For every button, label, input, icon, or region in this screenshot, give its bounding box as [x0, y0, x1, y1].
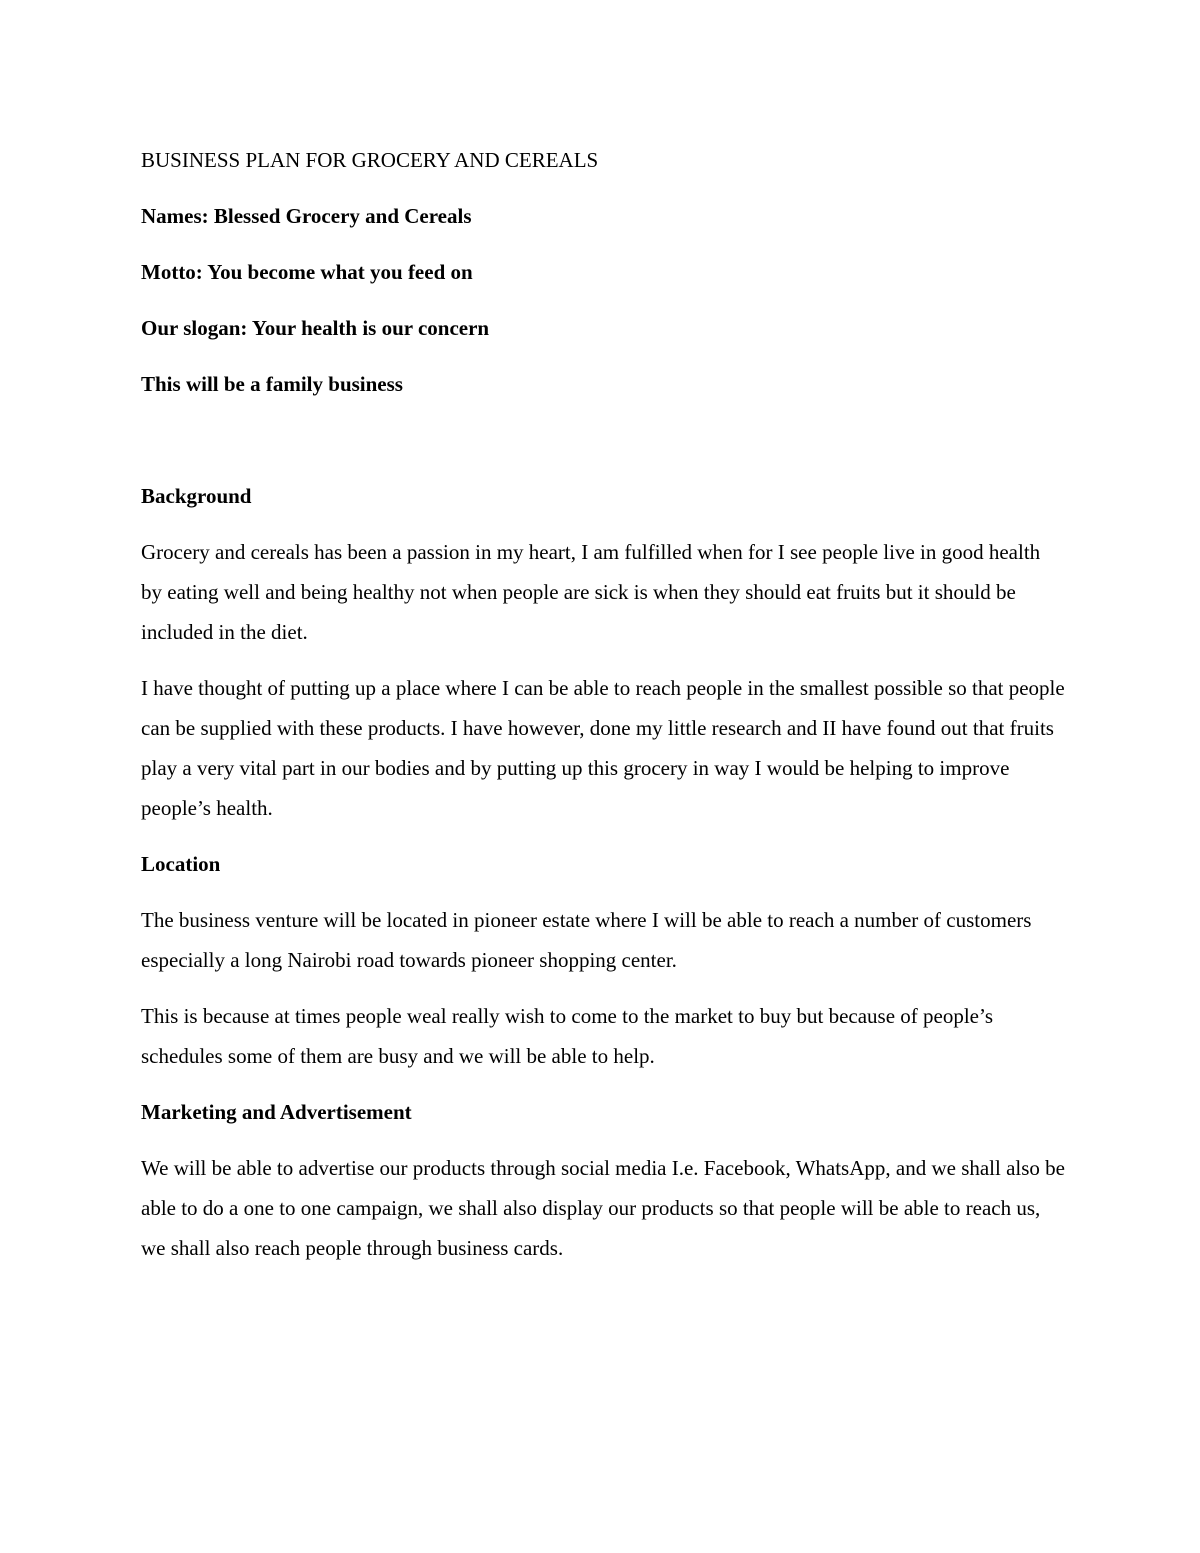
- business-name-line: Names: Blessed Grocery and Cereals: [141, 204, 472, 228]
- section-heading-location: Location: [141, 852, 221, 876]
- location-paragraph-1: The business venture will be located in pioneer estate where I will be able to reach a number of customers especially a long Nairobi road towards pioneer shopping center.: [141, 908, 1032, 972]
- document-title: BUSINESS PLAN FOR GROCERY AND CEREALS: [141, 148, 599, 172]
- marketing-paragraph-1: We will be able to advertise our products through social media I.e. Facebook, WhatsApp, and we shall also be able to do a one to one campaign, we shall also display our products so that people will be able to reach us, we shall also reach people through business cards.: [141, 1156, 1065, 1260]
- document-body: [141, 140, 1066, 1284]
- motto-line: Motto: You become what you feed on: [141, 260, 473, 284]
- slogan-line: Our slogan: Your health is our concern: [141, 316, 490, 340]
- business-type-line: This will be a family business: [141, 372, 403, 396]
- background-paragraph-2: I have thought of putting up a place where I can be able to reach people in the smallest possible so that people can be supplied with these products. I have however, done my little research and II have found out that fruits play a very vital part in our bodies and by putting up this grocery in way I would be helping to improve people’s health.: [141, 676, 1065, 820]
- section-heading-marketing: Marketing and Advertisement: [141, 1100, 412, 1124]
- location-paragraph-2: This is because at times people weal really wish to come to the market to buy but because of people’s schedules some of them are busy and we will be able to help.: [141, 1004, 993, 1068]
- background-paragraph-1: Grocery and cereals has been a passion in my heart, I am fulfilled when for I see people live in good health by eating well and being healthy not when people are sick is when they should eat fruits but it should be included in the diet.: [141, 540, 1041, 644]
- section-heading-background: Background: [141, 484, 252, 508]
